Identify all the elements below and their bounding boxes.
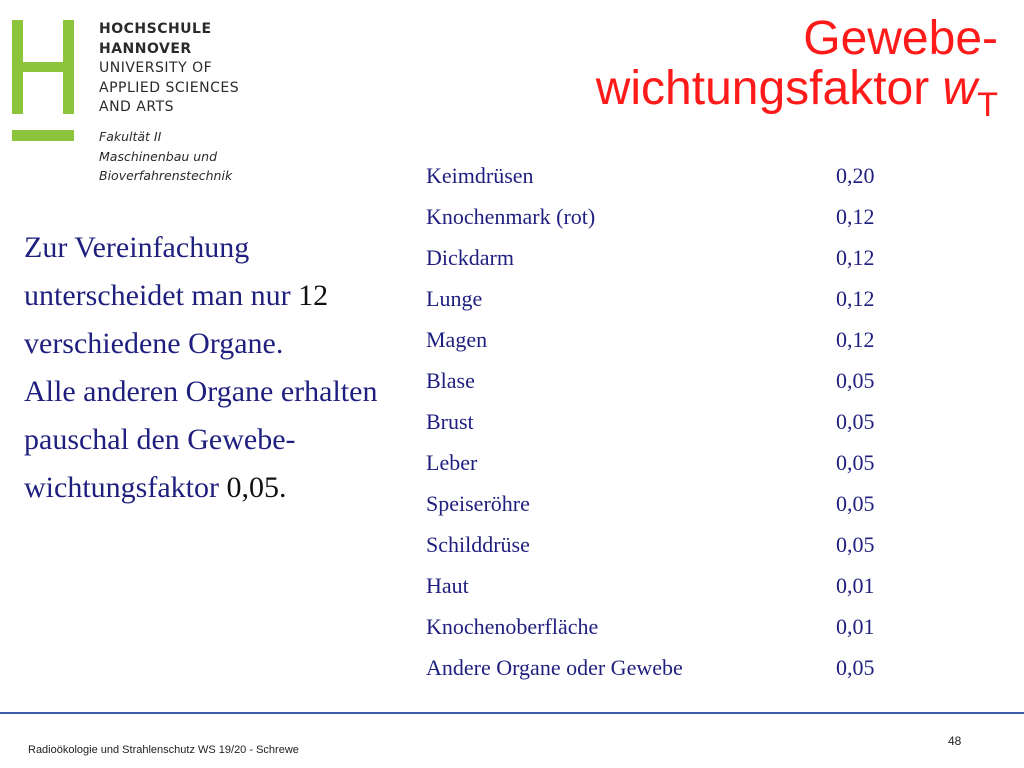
- page-number: 48: [948, 734, 962, 748]
- university-name-line: HANNOVER: [99, 40, 192, 57]
- simplification-note: [24, 224, 394, 512]
- organ-name: Knochenmark (rot): [426, 204, 596, 229]
- organ-name: Magen: [426, 327, 488, 352]
- slide-title: [595, 12, 998, 124]
- organ-name: Speiseröhre: [426, 491, 530, 516]
- organ-name: Lunge: [426, 286, 483, 311]
- weighting-factor: 0,05: [836, 491, 875, 516]
- course-footer: Radioökologie und Strahlenschutz WS 19/20 - Schrewe: [28, 744, 299, 756]
- weighting-factor: 0,20: [836, 163, 875, 188]
- weighting-factor: 0,12: [836, 204, 875, 229]
- weighting-factor: 0,12: [836, 286, 875, 311]
- note-number: 12: [298, 279, 329, 312]
- weighting-factor: 0,05: [836, 368, 875, 393]
- title-line-2: [595, 62, 998, 124]
- university-name-line: HOCHSCHULE: [99, 21, 212, 37]
- hs-hannover-logo-icon: [12, 20, 74, 142]
- faculty-line: Maschinenbau und: [99, 148, 218, 164]
- university-subtitle-line: AND ARTS: [99, 99, 175, 115]
- note-text: Alle anderen Organe erhalten pauschal den Gewebe-wichtungsfaktor: [24, 375, 378, 504]
- faculty-name: [99, 127, 232, 186]
- organ-name: Dickdarm: [426, 245, 514, 270]
- footer-divider: [0, 712, 1024, 714]
- title-line-1: Gewebe-: [803, 12, 998, 65]
- faculty-line: Bioverfahrenstechnik: [99, 168, 233, 183]
- weighting-factor: 0,05: [836, 655, 875, 680]
- weighting-factor: 0,01: [836, 614, 875, 639]
- organ-name: Brust: [426, 409, 474, 434]
- weighting-factor: 0,05: [836, 532, 875, 557]
- faculty-line: Fakultät II: [99, 129, 162, 144]
- organ-name: Andere Organe oder Gewebe: [426, 655, 683, 680]
- weighting-factor: 0,12: [836, 245, 875, 270]
- organ-name: Blase: [426, 368, 475, 393]
- title-symbol: w: [942, 62, 978, 115]
- weighting-factor: 0,05: [836, 450, 875, 475]
- note-number: 0,05: [226, 471, 279, 504]
- university-subtitle-line: APPLIED SCIENCES: [99, 79, 240, 96]
- university-name: [99, 20, 239, 118]
- weighting-factor: 0,12: [836, 327, 875, 352]
- title-subscript: T: [977, 86, 998, 124]
- note-text: Zur Vereinfachung unterscheidet man nur: [24, 231, 299, 312]
- organ-name: Schilddrüse: [426, 532, 530, 557]
- note-text: verschiedene Organe.: [24, 327, 284, 360]
- organ-name: Leber: [426, 450, 478, 475]
- weighting-factor: 0,01: [836, 573, 875, 598]
- organ-name: Knochenoberfläche: [426, 614, 599, 639]
- organ-name: Keimdrüsen: [426, 163, 534, 188]
- title-word: wichtungsfaktor: [595, 62, 943, 115]
- weighting-factor: 0,05: [836, 409, 875, 434]
- university-subtitle-line: UNIVERSITY OF: [99, 60, 213, 76]
- note-text: .: [278, 471, 287, 504]
- organ-name: Haut: [426, 573, 469, 598]
